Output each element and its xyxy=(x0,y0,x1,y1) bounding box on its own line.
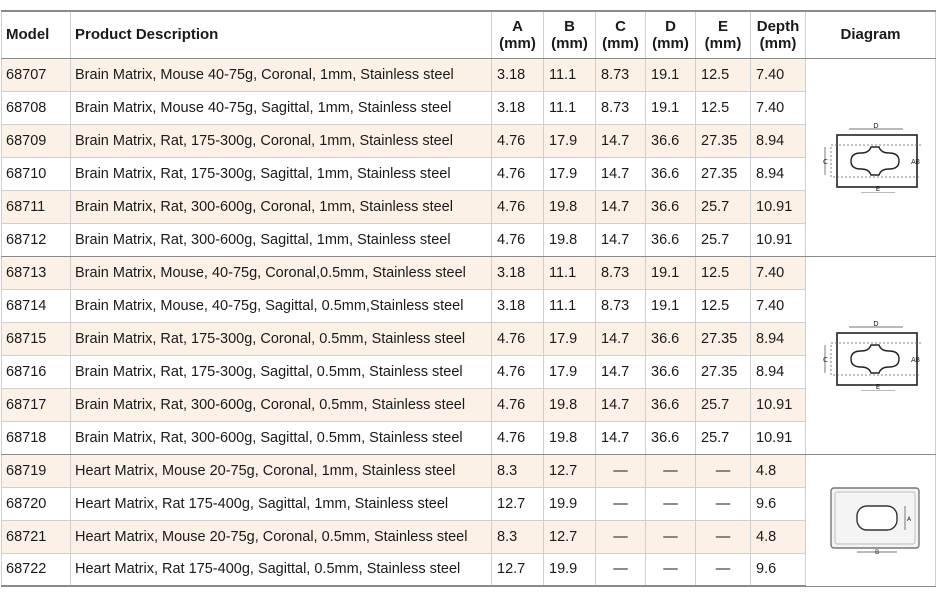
cell-d: — xyxy=(646,487,696,520)
header-d-unit: (mm) xyxy=(652,34,689,52)
cell-e: 12.5 xyxy=(696,256,751,289)
cell-description: Heart Matrix, Mouse 20-75g, Coronal, 1mm, Stainless steel xyxy=(71,454,492,487)
cell-model: 68713 xyxy=(2,256,71,289)
cell-c: 14.7 xyxy=(596,322,646,355)
cell-model: 68717 xyxy=(2,388,71,421)
cell-e: 12.5 xyxy=(696,58,751,91)
cell-d: 36.6 xyxy=(646,157,696,190)
cell-a: 4.76 xyxy=(492,157,544,190)
cell-model: 68714 xyxy=(2,289,71,322)
cell-model: 68721 xyxy=(2,520,71,553)
cell-d: 36.6 xyxy=(646,388,696,421)
cell-e: 27.35 xyxy=(696,157,751,190)
cell-depth: 4.8 xyxy=(751,454,806,487)
cell-c: 14.7 xyxy=(596,124,646,157)
cell-a: 4.76 xyxy=(492,322,544,355)
product-spec-table xyxy=(1,10,936,587)
cell-depth: 8.94 xyxy=(751,322,806,355)
cell-model: 68709 xyxy=(2,124,71,157)
cell-a: 4.76 xyxy=(492,223,544,256)
header-diagram: Diagram xyxy=(806,11,936,58)
header-c-label: C xyxy=(615,17,626,35)
dim-c-label: C xyxy=(822,158,828,166)
cell-d: 36.6 xyxy=(646,223,696,256)
cell-depth: 10.91 xyxy=(751,421,806,454)
cell-b: 11.1 xyxy=(544,58,596,91)
cell-b: 19.9 xyxy=(544,487,596,520)
cell-model: 68710 xyxy=(2,157,71,190)
cell-description: Brain Matrix, Mouse 40-75g, Sagittal, 1mm, Stainless steel xyxy=(71,91,492,124)
cell-depth: 4.8 xyxy=(751,520,806,553)
cell-depth: 9.6 xyxy=(751,553,806,586)
dim-c-label: C xyxy=(822,356,828,364)
cell-description: Brain Matrix, Rat, 300-600g, Coronal, 0.5mm, Stainless steel xyxy=(71,388,492,421)
dim-a-label: A xyxy=(906,516,911,523)
header-c xyxy=(596,11,646,58)
cell-e: — xyxy=(696,487,751,520)
cell-description: Brain Matrix, Rat, 300-600g, Sagittal, 1mm, Stainless steel xyxy=(71,223,492,256)
cell-model: 68720 xyxy=(2,487,71,520)
dim-d-label: D xyxy=(872,320,879,328)
cell-description: Brain Matrix, Rat, 175-300g, Sagittal, 0.5mm, Stainless steel xyxy=(71,355,492,388)
table-row xyxy=(2,256,936,289)
cell-description: Brain Matrix, Rat, 175-300g, Coronal, 0.5mm, Stainless steel xyxy=(71,322,492,355)
cell-a: 3.18 xyxy=(492,58,544,91)
cell-description: Brain Matrix, Rat, 175-300g, Sagittal, 1mm, Stainless steel xyxy=(71,157,492,190)
cell-description: Heart Matrix, Rat 175-400g, Sagittal, 0.5mm, Stainless steel xyxy=(71,553,492,586)
cell-depth: 10.91 xyxy=(751,190,806,223)
header-d-label: D xyxy=(665,17,676,35)
cell-c: 8.73 xyxy=(596,289,646,322)
dim-e-label: E xyxy=(875,185,880,193)
cell-b: 17.9 xyxy=(544,124,596,157)
cell-a: 4.76 xyxy=(492,190,544,223)
header-c-unit: (mm) xyxy=(602,34,639,52)
header-b xyxy=(544,11,596,58)
header-e-label: E xyxy=(717,17,728,35)
table-row xyxy=(2,289,936,322)
table-row xyxy=(2,124,936,157)
cell-depth: 8.94 xyxy=(751,157,806,190)
table-row xyxy=(2,58,936,91)
cell-c: 14.7 xyxy=(596,157,646,190)
table-body xyxy=(2,58,936,586)
cell-a: 4.76 xyxy=(492,388,544,421)
diagram-cell xyxy=(806,256,936,454)
dim-a-label: A xyxy=(910,158,916,166)
cell-description: Brain Matrix, Mouse 40-75g, Coronal, 1mm, Stainless steel xyxy=(71,58,492,91)
cell-e: 27.35 xyxy=(696,355,751,388)
table-row xyxy=(2,190,936,223)
table-row xyxy=(2,421,936,454)
cell-model: 68719 xyxy=(2,454,71,487)
cell-description: Brain Matrix, Mouse, 40-75g, Coronal,0.5mm, Stainless steel xyxy=(71,256,492,289)
header-a-label: A xyxy=(512,17,523,35)
cell-b: 11.1 xyxy=(544,289,596,322)
cell-a: 4.76 xyxy=(492,421,544,454)
cell-d: 36.6 xyxy=(646,421,696,454)
cell-depth: 8.94 xyxy=(751,355,806,388)
cell-depth: 7.40 xyxy=(751,289,806,322)
cell-b: 12.7 xyxy=(544,454,596,487)
cell-b: 19.8 xyxy=(544,421,596,454)
cell-c: 14.7 xyxy=(596,355,646,388)
cell-a: 8.3 xyxy=(492,454,544,487)
cell-c: — xyxy=(596,454,646,487)
header-b-unit: (mm) xyxy=(551,34,588,52)
cell-description: Heart Matrix, Rat 175-400g, Sagittal, 1mm, Stainless steel xyxy=(71,487,492,520)
cell-e: — xyxy=(696,520,751,553)
table-row xyxy=(2,520,936,553)
diagram-cell xyxy=(806,58,936,256)
table-row xyxy=(2,388,936,421)
cell-description: Brain Matrix, Rat, 175-300g, Coronal, 1mm, Stainless steel xyxy=(71,124,492,157)
cell-model: 68715 xyxy=(2,322,71,355)
cell-c: 14.7 xyxy=(596,421,646,454)
table-row xyxy=(2,322,936,355)
cell-depth: 8.94 xyxy=(751,124,806,157)
cell-model: 68708 xyxy=(2,91,71,124)
cell-description: Brain Matrix, Mouse, 40-75g, Sagittal, 0.5mm,Stainless steel xyxy=(71,289,492,322)
cell-model: 68716 xyxy=(2,355,71,388)
cell-b: 17.9 xyxy=(544,355,596,388)
header-a xyxy=(492,11,544,58)
header-e xyxy=(696,11,751,58)
table-row xyxy=(2,454,936,487)
cell-c: 8.73 xyxy=(596,58,646,91)
header-depth-label: Depth xyxy=(756,17,800,35)
cell-e: 12.5 xyxy=(696,91,751,124)
cell-b: 11.1 xyxy=(544,256,596,289)
cell-depth: 10.91 xyxy=(751,223,806,256)
cell-a: 12.7 xyxy=(492,553,544,586)
table-header-row xyxy=(2,11,936,58)
cell-depth: 10.91 xyxy=(751,388,806,421)
cell-e: 27.35 xyxy=(696,124,751,157)
cell-description: Heart Matrix, Mouse 20-75g, Coronal, 0.5mm, Stainless steel xyxy=(71,520,492,553)
table-row xyxy=(2,91,936,124)
cell-e: 25.7 xyxy=(696,223,751,256)
cell-b: 19.8 xyxy=(544,190,596,223)
cell-d: — xyxy=(646,553,696,586)
cell-d: 19.1 xyxy=(646,289,696,322)
dim-d-label: D xyxy=(872,122,879,130)
cell-c: 8.73 xyxy=(596,256,646,289)
cell-c: — xyxy=(596,487,646,520)
cell-model: 68718 xyxy=(2,421,71,454)
cell-a: 12.7 xyxy=(492,487,544,520)
table-row xyxy=(2,223,936,256)
cell-depth: 7.40 xyxy=(751,58,806,91)
cell-c: 14.7 xyxy=(596,223,646,256)
cell-model: 68707 xyxy=(2,58,71,91)
header-d xyxy=(646,11,696,58)
cell-d: 19.1 xyxy=(646,256,696,289)
cell-c: — xyxy=(596,520,646,553)
cell-c: 8.73 xyxy=(596,91,646,124)
table-row xyxy=(2,157,936,190)
cell-e: — xyxy=(696,553,751,586)
cell-d: 36.6 xyxy=(646,355,696,388)
cell-a: 4.76 xyxy=(492,355,544,388)
brain-matrix-diagram-icon xyxy=(821,121,921,193)
diagram-cell xyxy=(806,454,936,586)
dim-e-label: E xyxy=(875,383,880,391)
cell-e: 12.5 xyxy=(696,289,751,322)
cell-c: 14.7 xyxy=(596,190,646,223)
cell-description: Brain Matrix, Rat, 300-600g, Coronal, 1mm, Stainless steel xyxy=(71,190,492,223)
cell-b: 11.1 xyxy=(544,91,596,124)
dim-a-label: A xyxy=(910,356,916,364)
dim-b-label: B xyxy=(874,549,879,556)
dim-b-label: B xyxy=(914,158,920,166)
table-row xyxy=(2,553,936,586)
header-e-unit: (mm) xyxy=(704,34,742,52)
cell-depth: 9.6 xyxy=(751,487,806,520)
heart-matrix-diagram-icon xyxy=(821,484,921,556)
cell-b: 19.8 xyxy=(544,223,596,256)
header-a-unit: (mm) xyxy=(499,34,536,52)
cell-a: 3.18 xyxy=(492,91,544,124)
cell-e: — xyxy=(696,454,751,487)
cell-b: 17.9 xyxy=(544,157,596,190)
cell-depth: 7.40 xyxy=(751,256,806,289)
table-row xyxy=(2,355,936,388)
cell-d: 36.6 xyxy=(646,124,696,157)
cell-e: 25.7 xyxy=(696,388,751,421)
cell-c: — xyxy=(596,553,646,586)
cell-d: — xyxy=(646,520,696,553)
cell-d: 19.1 xyxy=(646,91,696,124)
cell-e: 25.7 xyxy=(696,421,751,454)
cell-model: 68711 xyxy=(2,190,71,223)
cell-description: Brain Matrix, Rat, 300-600g, Sagittal, 0.5mm, Stainless steel xyxy=(71,421,492,454)
cell-a: 8.3 xyxy=(492,520,544,553)
cell-b: 12.7 xyxy=(544,520,596,553)
cell-e: 27.35 xyxy=(696,322,751,355)
cell-b: 19.9 xyxy=(544,553,596,586)
cell-model: 68712 xyxy=(2,223,71,256)
header-depth xyxy=(751,11,806,58)
cell-model: 68722 xyxy=(2,553,71,586)
cell-d: 36.6 xyxy=(646,322,696,355)
brain-matrix-diagram-icon xyxy=(821,319,921,391)
cell-b: 19.8 xyxy=(544,388,596,421)
cell-a: 4.76 xyxy=(492,124,544,157)
cell-d: 19.1 xyxy=(646,58,696,91)
cell-b: 17.9 xyxy=(544,322,596,355)
header-model: Model xyxy=(2,11,71,58)
header-b-label: B xyxy=(564,17,575,35)
cell-d: 36.6 xyxy=(646,190,696,223)
dim-b-label: B xyxy=(914,356,920,364)
header-description: Product Description xyxy=(71,11,492,58)
header-depth-unit: (mm) xyxy=(759,34,797,52)
cell-a: 3.18 xyxy=(492,289,544,322)
cell-a: 3.18 xyxy=(492,256,544,289)
table-row xyxy=(2,487,936,520)
cell-e: 25.7 xyxy=(696,190,751,223)
cell-d: — xyxy=(646,454,696,487)
cell-c: 14.7 xyxy=(596,388,646,421)
cell-depth: 7.40 xyxy=(751,91,806,124)
